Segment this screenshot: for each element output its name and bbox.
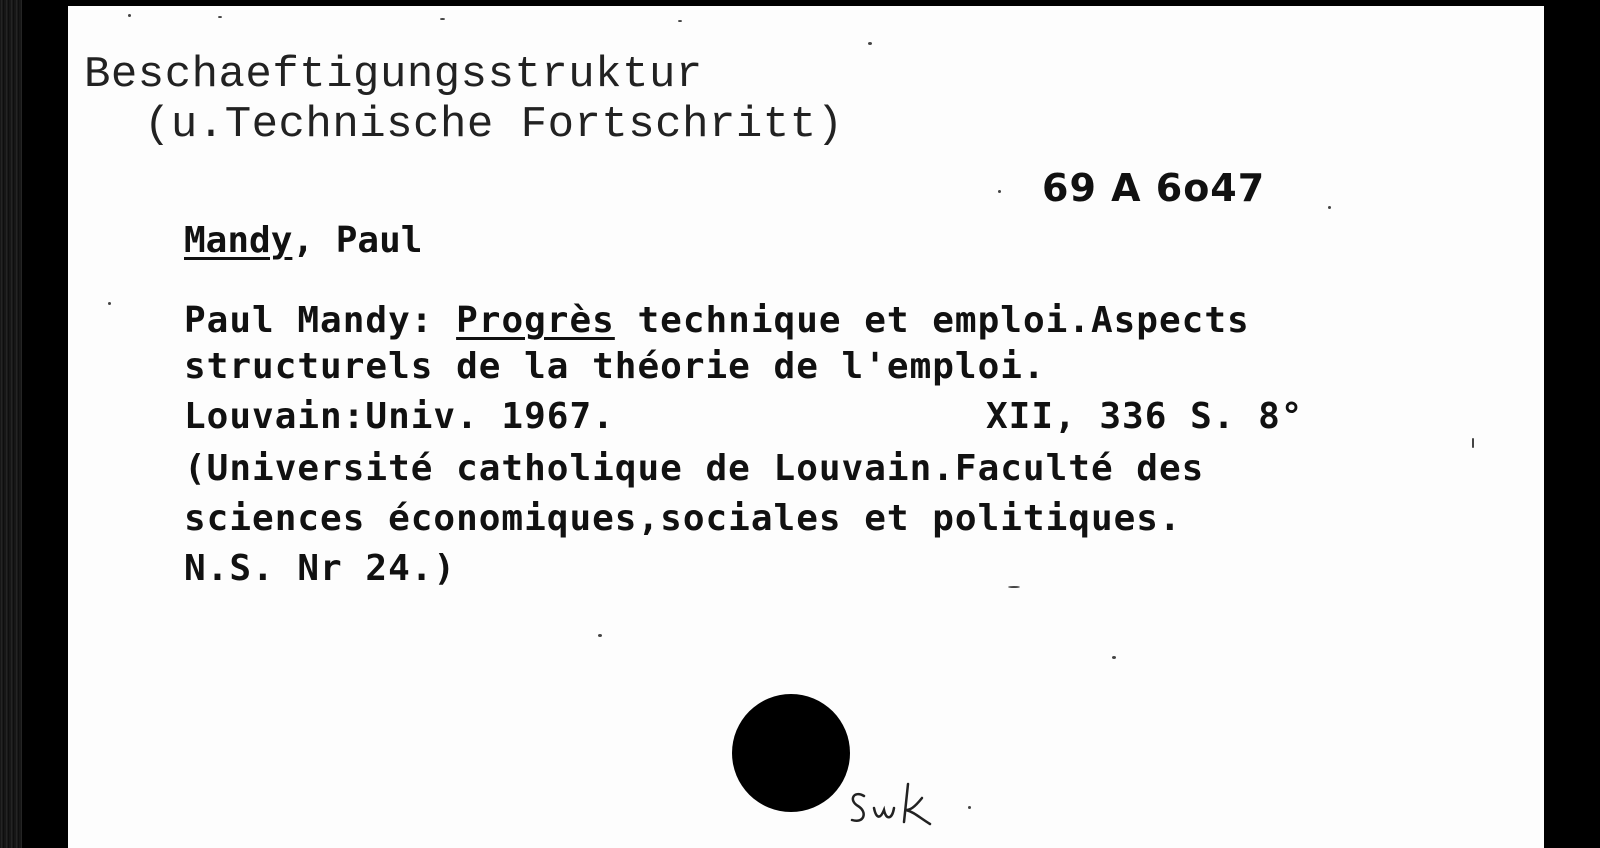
title-line-2: structurels de la théorie de l'emploi. [184, 346, 1046, 387]
series-line-3: N.S. Nr 24.) [184, 548, 457, 589]
speck [128, 14, 131, 17]
title-statement-author: Paul Mandy: [184, 300, 457, 341]
collation: XII, 336 S. 8° [986, 396, 1304, 437]
title-keyword: Progrès [456, 300, 615, 341]
speck [218, 16, 222, 18]
author-heading [184, 220, 422, 261]
series-line-2: sciences économiques,sociales et politiques. [184, 498, 1182, 539]
call-number: 69 A 6o47 [1042, 166, 1266, 210]
speck [1328, 206, 1331, 209]
handwritten-mark [846, 774, 966, 834]
author-forename: , Paul [292, 220, 423, 261]
series-line-1: (Université catholique de Louvain.Faculté des [184, 448, 1205, 489]
subject-subheading: (u.Technische Fortschritt) [144, 100, 844, 150]
subject-heading: Beschaeftigungsstruktur [84, 50, 703, 100]
speck [678, 20, 682, 22]
film-edge [0, 0, 22, 848]
speck [868, 42, 872, 45]
speck [440, 18, 445, 20]
speck [108, 302, 111, 305]
imprint: Louvain:Univ. 1967. [184, 396, 615, 437]
author-surname: Mandy [184, 220, 293, 261]
speck [1472, 438, 1474, 448]
speck [1112, 656, 1116, 659]
speck [998, 190, 1001, 193]
title-line-1 [184, 300, 1250, 341]
speck [598, 634, 602, 637]
speck [1008, 586, 1020, 588]
punch-hole [732, 694, 850, 812]
catalog-card [68, 6, 1544, 848]
speck [968, 806, 971, 809]
title-rest: technique et emploi.Aspects [614, 300, 1250, 341]
